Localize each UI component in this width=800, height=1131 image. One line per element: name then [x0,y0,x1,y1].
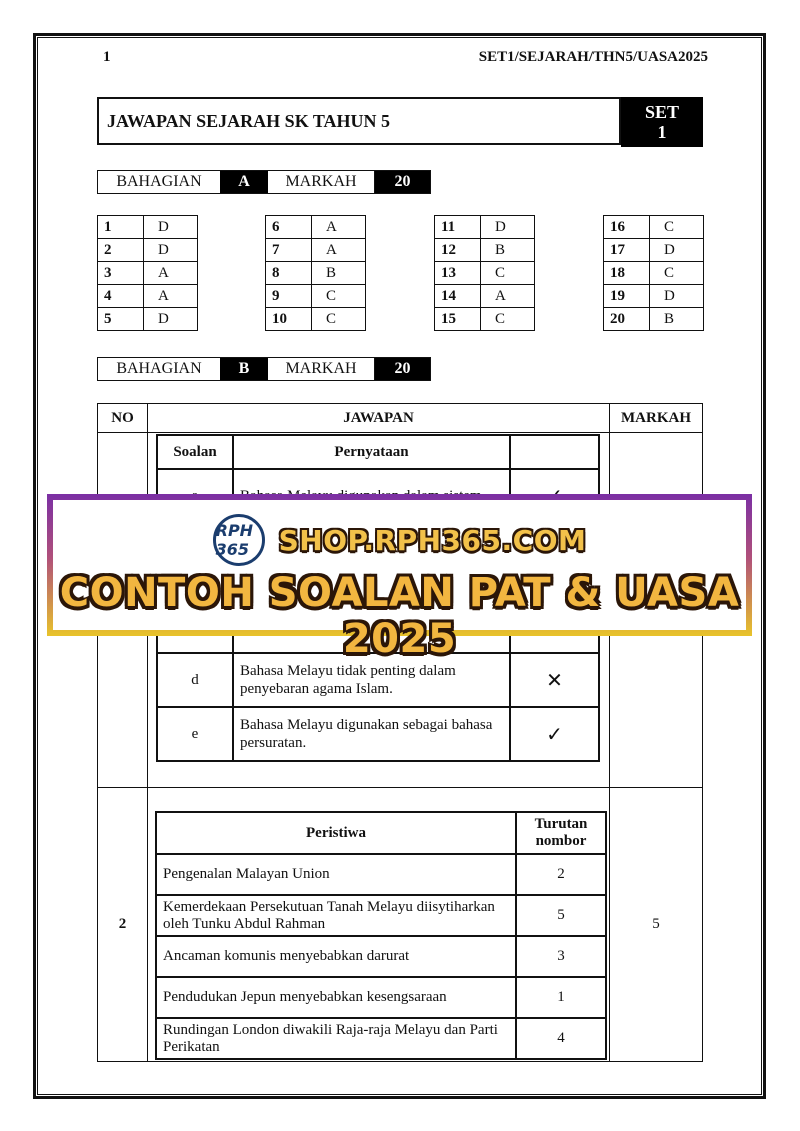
promo-banner [47,494,752,662]
answer-letter: D [650,285,704,308]
cross-icon: ✕ [510,653,599,707]
answer-letter: A [144,285,198,308]
event-text: Rundingan London diwakili Raja-raja Melayu dan Parti Perikatan [156,1018,516,1059]
col-mark-header [510,435,599,469]
event-text: Pengenalan Malayan Union [156,854,516,895]
question-letter: d [157,653,233,707]
table-row [435,262,535,285]
question-number: 6 [266,216,312,239]
order-number: 4 [516,1018,606,1059]
answer-letter: C [650,262,704,285]
question-number: 15 [435,308,481,331]
answer-letter: D [144,216,198,239]
table-row [98,239,198,262]
question-number: 1 [98,216,144,239]
question-number: 17 [604,239,650,262]
statement-text: Bahasa Melayu digunakan sebagai bahasa persuratan. [233,707,510,761]
question-number: 7 [266,239,312,262]
page-number: 1 [103,49,111,65]
col-order-line2: nombor [535,833,587,849]
table-row [157,707,599,761]
answer-table-4 [603,215,704,331]
check-icon: ✓ [510,707,599,761]
answer-table-3 [434,215,535,331]
answer-letter: B [650,308,704,331]
answer-letter: B [312,262,366,285]
answer-letter: B [481,239,535,262]
q2-table [155,811,607,1060]
table-header-row [157,435,599,469]
table-row [156,895,606,936]
section-b-bar [97,357,431,381]
question-number: 5 [98,308,144,331]
order-number: 5 [516,895,606,936]
table-row [156,854,606,895]
banner-headline: CONTOH SOALAN PAT & UASA 2025 [59,570,740,662]
banner-top-row [53,514,746,566]
table-row [604,239,704,262]
event-text: Ancaman komunis menyebabkan darurat [156,936,516,977]
section-a-label: BAHAGIAN [116,173,202,190]
table-row [266,216,366,239]
question-number: 10 [266,308,312,331]
shop-url-link[interactable]: SHOP.RPH365.COM [278,523,587,557]
question-number: 3 [98,262,144,285]
order-number: 2 [516,854,606,895]
table-row [156,936,606,977]
question-number: 4 [98,285,144,308]
answer-letter: C [650,216,704,239]
table-row [156,1018,606,1059]
table-row [98,285,198,308]
table-row [435,216,535,239]
question-number: 16 [604,216,650,239]
answer-letter: D [144,308,198,331]
col-marks-header: MARKAH [610,404,703,433]
table-row [604,216,704,239]
col-question-header: Soalan [157,435,233,469]
section-b-label: BAHAGIAN [116,360,202,377]
section-a-marks: 20 [375,171,430,193]
answer-letter: A [481,285,535,308]
col-statement-header: Pernyataan [233,435,510,469]
section-a-part: A [220,171,268,193]
page-title: JAWAPAN SEJARAH SK TAHUN 5 [97,97,621,145]
answer-letter: D [650,239,704,262]
answer-letter: D [144,239,198,262]
question-number: 8 [266,262,312,285]
answer-letter: A [312,239,366,262]
table-row [435,308,535,331]
table-row [98,262,198,285]
table-row [156,977,606,1018]
table-row [604,308,704,331]
table-row [266,262,366,285]
question-number: 14 [435,285,481,308]
event-text: Pendudukan Jepun menyebabkan kesengsaraan [156,977,516,1018]
col-order-header [516,812,606,854]
table-row [266,308,366,331]
question-letter: e [157,707,233,761]
document-code: SET1/SEJARAH/THN5/UASA2025 [478,49,708,65]
q2-marks: 5 [610,788,703,1062]
answer-letter: C [481,308,535,331]
section-b-marks-label: MARKAH [268,358,375,380]
table-row [98,308,198,331]
table-header-row [156,812,606,854]
table-row [435,239,535,262]
section-b-marks: 20 [375,358,430,380]
rph365-logo [213,514,265,566]
col-answer-header: JAWAPAN [148,404,610,433]
logo-text: RPH 365 [215,521,254,559]
question-number: 20 [604,308,650,331]
table-row [435,285,535,308]
q2-answer-cell [148,788,610,1062]
question-number: 18 [604,262,650,285]
table-row [98,788,703,1062]
set-number: 1 [657,122,667,142]
answer-letter: A [312,216,366,239]
table-row [266,285,366,308]
section-b-part: B [220,358,268,380]
col-no-header: NO [98,404,148,433]
question-number: 19 [604,285,650,308]
section-a-marks-label: MARKAH [268,171,375,193]
table-row [604,285,704,308]
table-header-row [98,404,703,433]
question-number: 2 [98,239,144,262]
table-row [98,216,198,239]
answer-letter: C [312,285,366,308]
statement-text: Bahasa Melayu tidak penting dalam penyebaran agama Islam. [233,653,510,707]
question-number: 9 [266,285,312,308]
question-number: 11 [435,216,481,239]
table-row [266,239,366,262]
order-number: 3 [516,936,606,977]
col-order-line1: Turutan [534,816,588,832]
answer-table-1 [97,215,198,331]
set-label: SET [644,102,680,122]
answer-letter: D [481,216,535,239]
answer-letter: C [481,262,535,285]
order-number: 1 [516,977,606,1018]
set-badge [621,97,703,147]
question-number: 13 [435,262,481,285]
answer-letter: A [144,262,198,285]
table-row [604,262,704,285]
answer-table-2 [265,215,366,331]
section-a-bar [97,170,431,194]
q2-number: 2 [98,788,148,1062]
answer-letter: C [312,308,366,331]
event-text: Kemerdekaan Persekutuan Tanah Melayu diisytiharkan oleh Tunku Abdul Rahman [156,895,516,936]
question-number: 12 [435,239,481,262]
col-event-header: Peristiwa [156,812,516,854]
